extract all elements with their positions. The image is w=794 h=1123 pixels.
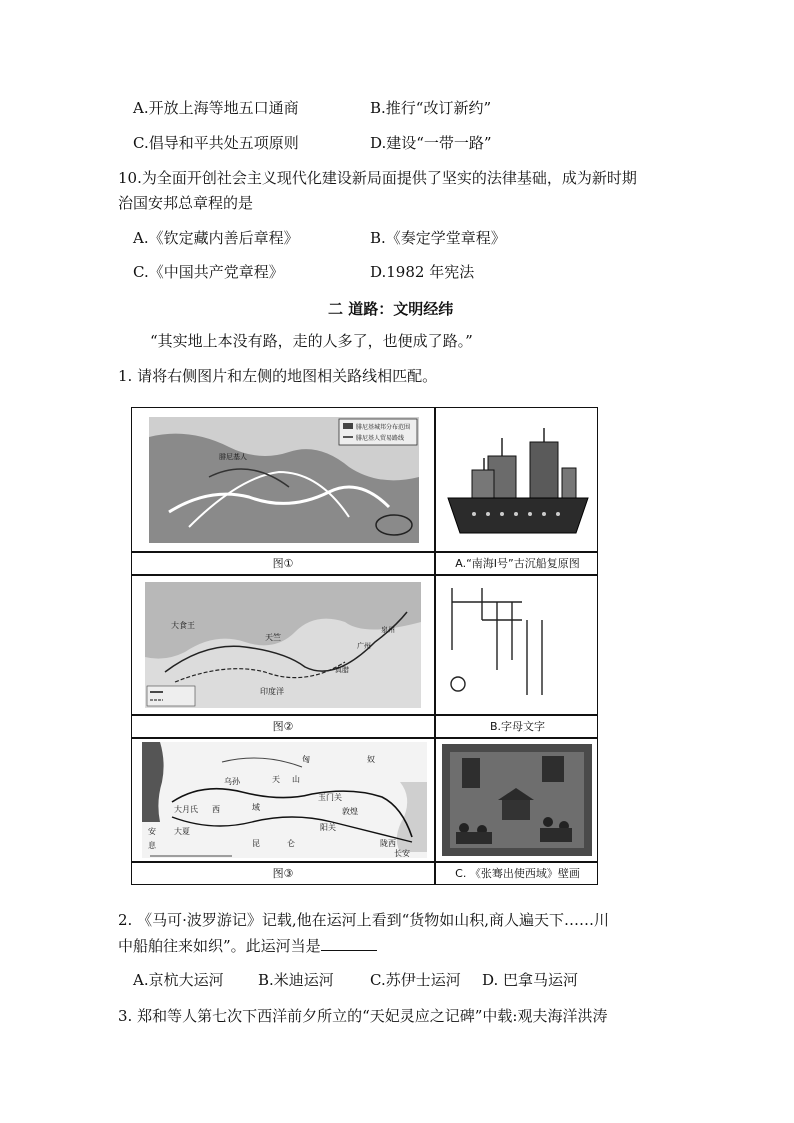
- figure-caption: B.字母文字: [489, 720, 546, 733]
- maritime-route-map: [145, 582, 421, 708]
- question-10-line1: 10.为全面开创社会主义现代化建设新局面提供了坚实的法律基础，成为新时期: [118, 169, 637, 187]
- figure-caption: 图②: [272, 720, 294, 733]
- map-label: 大月氏: [174, 805, 198, 814]
- map-label: 山: [292, 775, 300, 784]
- map-label: 乌孙: [224, 777, 240, 786]
- section-quote: “其实地上本没有路，走的人多了，也便成了路。”: [150, 332, 473, 350]
- map-label: 陇西: [380, 839, 396, 848]
- map-label: 息: [148, 841, 156, 850]
- map-label: 大夏: [174, 827, 190, 836]
- table-divider: [132, 737, 597, 739]
- option-a: A.京杭大运河: [133, 971, 224, 989]
- option-c: C.《中国共产党章程》: [133, 263, 284, 281]
- map-legend-text: 腓尼基人贸易路线: [356, 435, 405, 442]
- map-label: 奴: [367, 755, 375, 764]
- table-divider: [132, 551, 597, 553]
- option-b: B.米迪运河: [258, 971, 334, 989]
- subquestion-1: 1. 请将右侧图片和左侧的地图相关路线相匹配。: [118, 367, 438, 385]
- option-d: D. 巴拿马运河: [482, 971, 579, 989]
- answer-blank: [321, 936, 377, 951]
- alphabet-script: [442, 580, 592, 710]
- option-b: B.《奏定学堂章程》: [370, 229, 506, 247]
- option-d: D.建设“一带一路”: [370, 134, 492, 152]
- option-b: B.推行“改订新约”: [370, 99, 492, 117]
- map-label: 西: [212, 805, 220, 814]
- option-c: C.倡导和平共处五项原则: [133, 134, 299, 152]
- map-label: 昆: [252, 839, 260, 848]
- map-label: 玉门关: [318, 793, 342, 802]
- question-10-line2: 治国安邦总章程的是: [118, 194, 254, 212]
- map-label: 天竺: [265, 633, 281, 642]
- map-label: 长安: [394, 849, 410, 858]
- option-d: D.1982 年宪法: [370, 263, 475, 281]
- map-label: 腓尼基人: [219, 453, 247, 461]
- table-divider: [132, 574, 597, 576]
- figure-caption: C. 《张骞出使西域》壁画: [455, 867, 580, 880]
- map-label: 大食王: [171, 621, 195, 630]
- figure-table: [131, 407, 598, 885]
- option-a: A.开放上海等地五口通商: [133, 99, 299, 117]
- map-label: 阳关: [320, 823, 336, 832]
- figure-caption: 图①: [272, 557, 294, 570]
- map-label: 匈: [302, 755, 310, 764]
- subquestion-2-line1: 2. 《马可·波罗游记》记载,他在运河上看到“货物如山积,商人遍天下……川: [118, 911, 610, 929]
- table-divider: [132, 861, 597, 863]
- table-divider: [132, 714, 597, 716]
- map-legend-text: 腓尼基城邦分布范围: [356, 424, 411, 431]
- map-label: 仑: [287, 839, 295, 848]
- subquestion-2-line2: [118, 936, 377, 956]
- map-label: 域: [252, 803, 260, 812]
- section-heading: 二 道路：文明经纬: [328, 300, 454, 318]
- subquestion-2-text: 中船舶往来如织”。此运河当是: [118, 937, 321, 955]
- zhangqian-mural: [442, 744, 592, 856]
- map-label: 真腊: [335, 666, 349, 674]
- map-label: 安: [148, 827, 156, 836]
- map-label: 广州: [357, 642, 371, 650]
- map-label: 泉州: [381, 626, 395, 634]
- map-label: 天: [272, 775, 280, 784]
- phoenician-map: [149, 417, 419, 543]
- ship-illustration: [444, 428, 592, 543]
- option-c: C.苏伊士运河: [370, 971, 461, 989]
- zhangqian-route-map: [142, 742, 427, 858]
- figure-caption: A.“南海Ⅰ号”古沉船复原图: [455, 557, 580, 570]
- option-a: A.《钦定藏内善后章程》: [133, 229, 299, 247]
- map-label: 敦煌: [342, 807, 358, 816]
- map-label: 印度洋: [260, 687, 284, 696]
- subquestion-3-line1: 3. 郑和等人第七次下西洋前夕所立的“天妃灵应之记碑”中载:观夫海洋洪涛: [118, 1007, 608, 1025]
- table-divider: [434, 408, 436, 884]
- figure-caption: 图③: [272, 867, 294, 880]
